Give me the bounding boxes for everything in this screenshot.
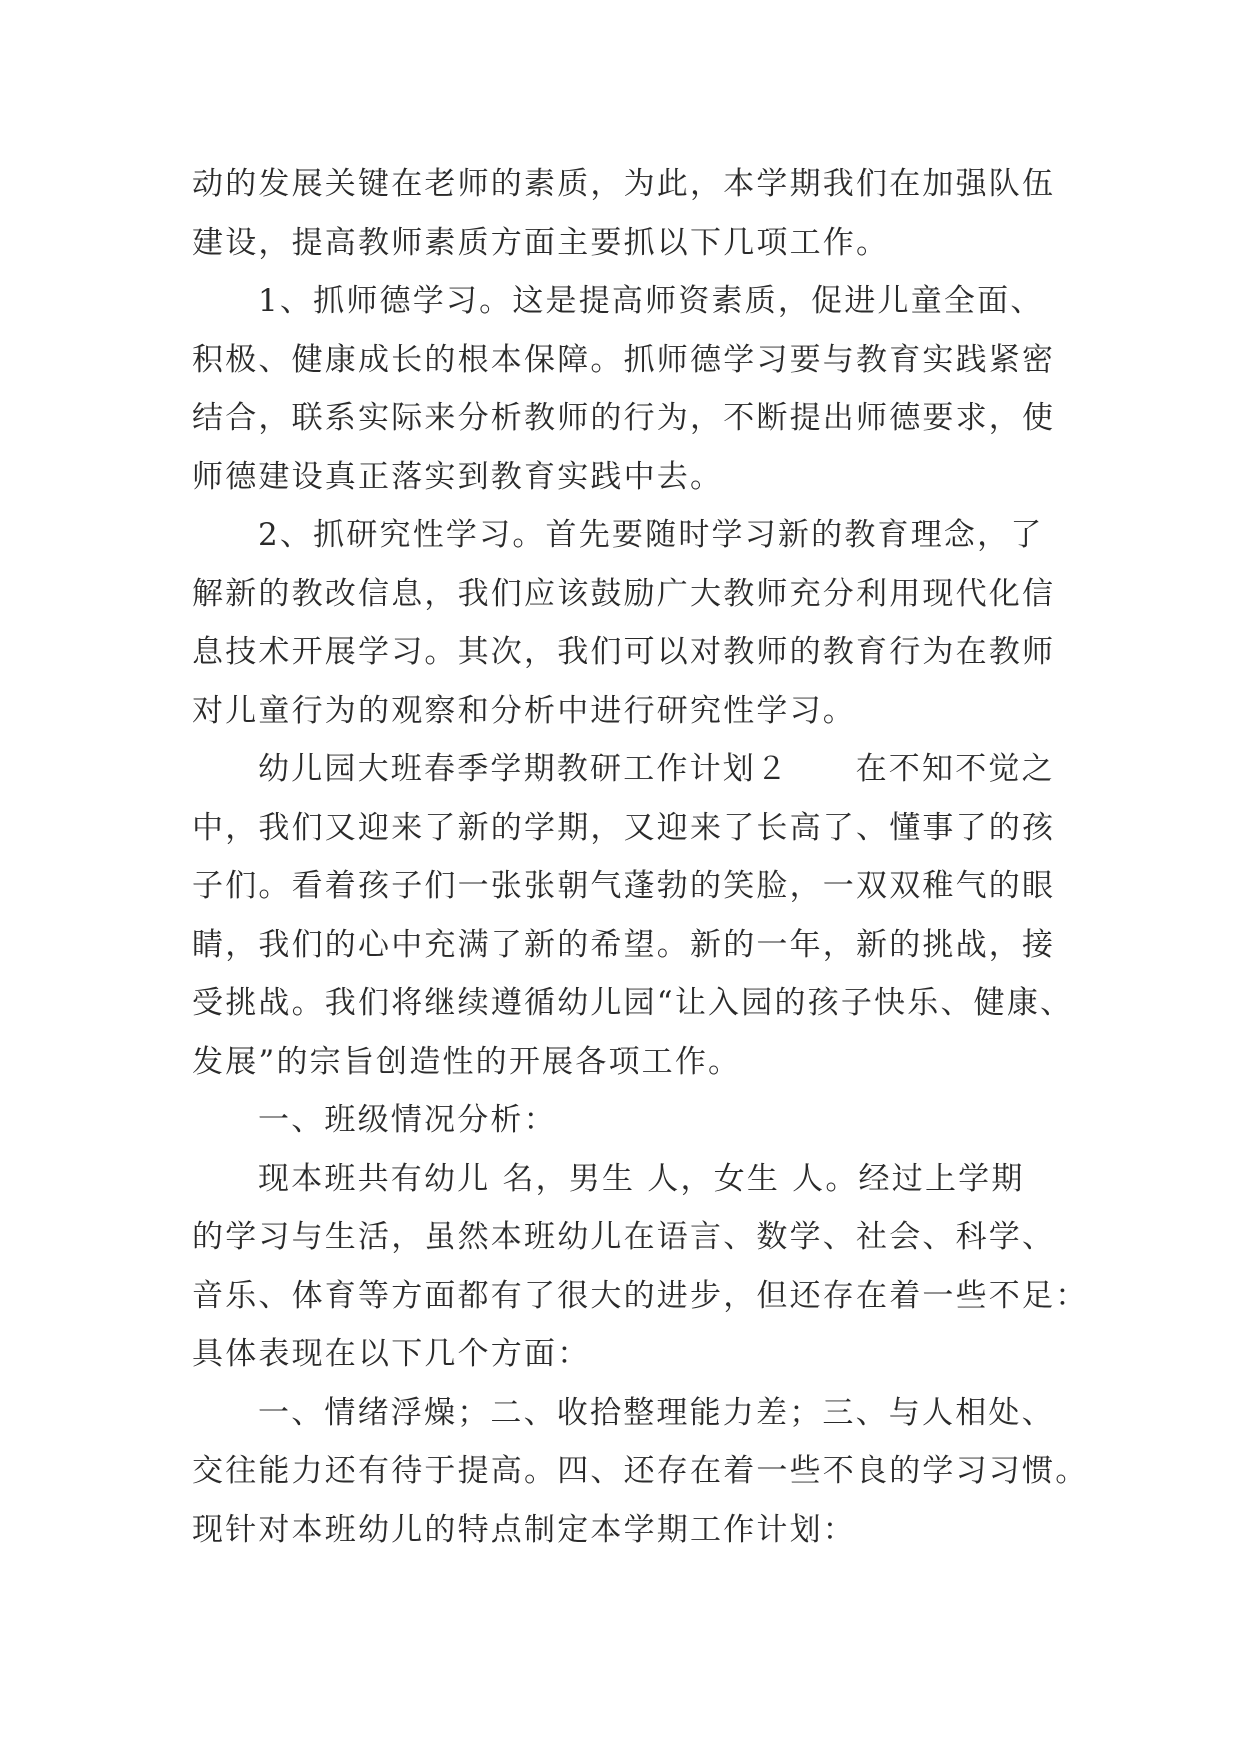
text-line: 一、班级情况分析： (258, 1102, 557, 1138)
paragraph-1 (192, 155, 1056, 272)
text-line: 幼儿园大班春季学期教研工作计划２ 在不知不觉之 (258, 751, 1055, 787)
text-line: 建设，提高教师素质方面主要抓以下几项工作。 (192, 224, 890, 261)
section-heading (192, 1091, 1050, 1150)
text-line: 现针对本班幼儿的特点制定本学期工作计划： (192, 1511, 856, 1548)
text-line: 动的发展关键在老师的素质，为此，本学期我们在加强队伍 (192, 166, 1056, 202)
text-line: 的学习与生活，虽然本班幼儿在语言、数学、社会、科学、 (192, 1219, 1056, 1255)
text-line: 师德建设真正落实到教育实践中去。 (192, 458, 724, 495)
text-line: 息技术开展学习。其次，我们可以对教师的教育行为在教师 (192, 634, 1056, 670)
text-line: 中，我们又迎来了新的学期，又迎来了长高了、懂事了的孩 (192, 809, 1056, 846)
text-line: 睛，我们的心中充满了新的希望。新的一年，新的挑战，接 (192, 926, 1056, 963)
paragraph-3 (192, 506, 1056, 740)
text-line: 现本班共有幼儿 名，男生 人，女生 人。经过上学期 (258, 1160, 1025, 1197)
document-body (192, 155, 1089, 1559)
text-line: 结合，联系实际来分析教师的行为，不断提出师德要求，使 (192, 400, 1056, 436)
text-line: 交往能力还有待于提高。四、还存在着一些不良的学习习惯。 (192, 1453, 1089, 1489)
text-line: 积极、健康成长的根本保障。抓师德学习要与教育实践紧密 (192, 341, 1056, 378)
text-line: 音乐、体育等方面都有了很大的进步，但还存在着一些不足： (192, 1277, 1089, 1314)
text-line: 2、抓研究性学习。首先要随时学习新的教育理念，了 (258, 517, 1044, 553)
text-line: 一、情绪浮燥；二、收拾整理能力差；三、与人相处、 (258, 1394, 1055, 1431)
text-line: 子们。看着孩子们一张张朝气蓬勃的笑脸，一双双稚气的眼 (192, 868, 1056, 904)
paragraph-4 (192, 740, 1074, 1091)
paragraph-5 (192, 1150, 1089, 1384)
text-line: 对儿童行为的观察和分析中进行研究性学习。 (192, 692, 856, 729)
paragraph-6 (192, 1384, 1089, 1560)
text-line: 发展”的宗旨创造性的开展各项工作。 (192, 1043, 742, 1080)
text-line: 具体表现在以下几个方面： (192, 1336, 591, 1372)
paragraph-2 (192, 272, 1056, 506)
text-line: 解新的教改信息，我们应该鼓励广大教师充分利用现代化信 (192, 575, 1056, 612)
text-line: 1、抓师德学习。这是提高师资素质，促进儿童全面、 (258, 283, 1044, 319)
text-line: 受挑战。我们将继续遵循幼儿园“让入园的孩子快乐、健康、 (192, 985, 1074, 1021)
